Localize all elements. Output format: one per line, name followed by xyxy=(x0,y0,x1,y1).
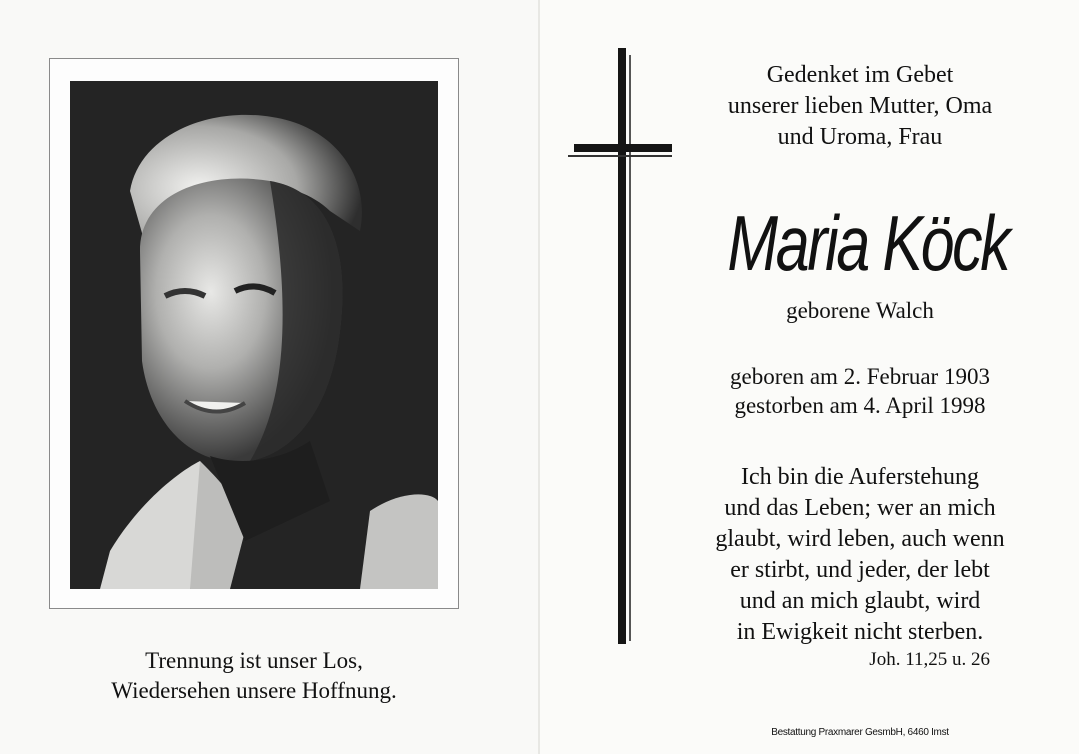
death-date: gestorben am 4. April 1998 xyxy=(734,393,986,418)
memorial-intro xyxy=(690,60,1030,153)
life-dates xyxy=(690,362,1030,420)
verse-line: glaubt, wird leben, auch wenn xyxy=(715,526,1005,552)
verse-reference: Joh. 11,25 u. 26 xyxy=(869,649,990,670)
verse-line: in Ewigkeit nicht sterben. xyxy=(736,619,984,645)
portrait-photo xyxy=(70,81,438,589)
birth-date: geboren am 2. Februar 1903 xyxy=(730,364,990,389)
verse-line: Ich bin die Auferstehung xyxy=(741,464,979,490)
cross-shadow-vertical xyxy=(629,55,631,641)
cross-beam xyxy=(574,144,672,152)
fold-line xyxy=(538,0,540,754)
cross-icon xyxy=(618,48,626,644)
verse-line: er stirbt, und jeder, der lebt xyxy=(730,557,990,583)
intro-line: Gedenket im Gebet xyxy=(766,62,954,88)
maiden-name: geborene Walch xyxy=(786,298,934,323)
funeral-home-credit: Bestattung Praxmarer GesmbH, 6460 Imst xyxy=(771,727,949,738)
verse-line: und an mich glaubt, wird xyxy=(739,588,981,614)
portrait-frame xyxy=(49,58,459,609)
motto-line: Trennung ist unser Los, xyxy=(145,648,363,673)
deceased-name: Maria Köck xyxy=(727,199,1009,287)
portrait-illustration xyxy=(70,81,438,589)
motto xyxy=(40,646,468,706)
motto-line: Wiedersehen unsere Hoffnung. xyxy=(111,678,397,703)
bible-verse xyxy=(680,462,1040,648)
intro-line: und Uroma, Frau xyxy=(777,124,943,150)
verse-line: und das Leben; wer an mich xyxy=(724,495,996,521)
cross-shadow-beam xyxy=(568,155,672,157)
intro-line: unserer lieben Mutter, Oma xyxy=(727,93,993,119)
